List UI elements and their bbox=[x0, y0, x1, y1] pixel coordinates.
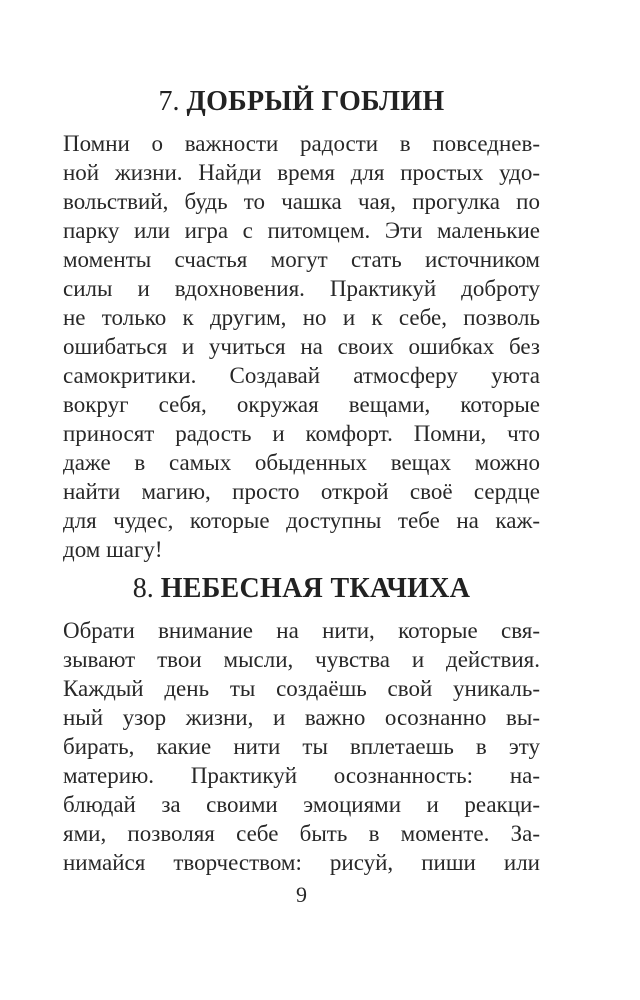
page-number: 9 bbox=[296, 882, 307, 907]
text-line: материю. Практикуй осознанность: на- bbox=[63, 763, 540, 788]
section-7-paragraph bbox=[63, 129, 540, 564]
text-line: ной жизни. Найди время для простых удо- bbox=[63, 160, 540, 185]
text-line: Помни о важности радости в повседнев- bbox=[63, 131, 540, 156]
text-line: даже в самых обыденных вещах можно bbox=[63, 450, 540, 475]
heading-spacer bbox=[180, 86, 187, 117]
text-line: самокритики. Создавай атмосферу уюта bbox=[63, 363, 540, 388]
text-line: блюдай за своими эмоциями и реакци- bbox=[63, 792, 540, 817]
text-line: Обрати внимание на нити, которые свя- bbox=[63, 618, 540, 643]
text-line: вокруг себя, окружая вещами, которые bbox=[63, 392, 540, 417]
text-line: Каждый день ты создаёшь свой уникаль- bbox=[63, 676, 540, 701]
section-heading-7 bbox=[63, 85, 540, 119]
text-line: найти магию, просто открой своё сердце bbox=[63, 479, 540, 504]
text-line: не только к другим, но и к себе, позволь bbox=[63, 305, 540, 330]
text-line: силы и вдохновения. Практикуй доброту bbox=[63, 276, 540, 301]
section-number: 8. bbox=[132, 573, 154, 604]
section-heading-8 bbox=[63, 572, 540, 606]
text-line: дом шагу! bbox=[63, 537, 163, 562]
section-8-paragraph bbox=[63, 616, 540, 877]
section-title: ДОБРЫЙ ГОБЛИН bbox=[186, 86, 445, 117]
text-line: зывают твои мысли, чувства и действия. bbox=[63, 647, 540, 672]
section-number: 7. bbox=[158, 86, 180, 117]
text-line: приносят радость и комфорт. Помни, что bbox=[63, 421, 540, 446]
section-title: НЕБЕСНАЯ ТКАЧИХА bbox=[160, 573, 471, 604]
text-line: для чудес, которые доступны тебе на каж- bbox=[63, 508, 540, 533]
heading-spacer bbox=[154, 573, 161, 604]
text-line: нимайся творчеством: рисуй, пиши или bbox=[63, 850, 540, 875]
text-line: ями, позволяя себе быть в моменте. За- bbox=[63, 821, 540, 846]
text-line: ный узор жизни, и важно осознанно вы- bbox=[63, 705, 540, 730]
text-line: ошибаться и учиться на своих ошибках без bbox=[63, 334, 540, 359]
text-line: бирать, какие нити ты вплетаешь в эту bbox=[63, 734, 540, 759]
text-line: парку или игра с питомцем. Эти маленькие bbox=[63, 218, 540, 243]
text-line: вольствий, будь то чашка чая, прогулка по bbox=[63, 189, 540, 214]
text-line: моменты счастья могут стать источником bbox=[63, 247, 540, 272]
